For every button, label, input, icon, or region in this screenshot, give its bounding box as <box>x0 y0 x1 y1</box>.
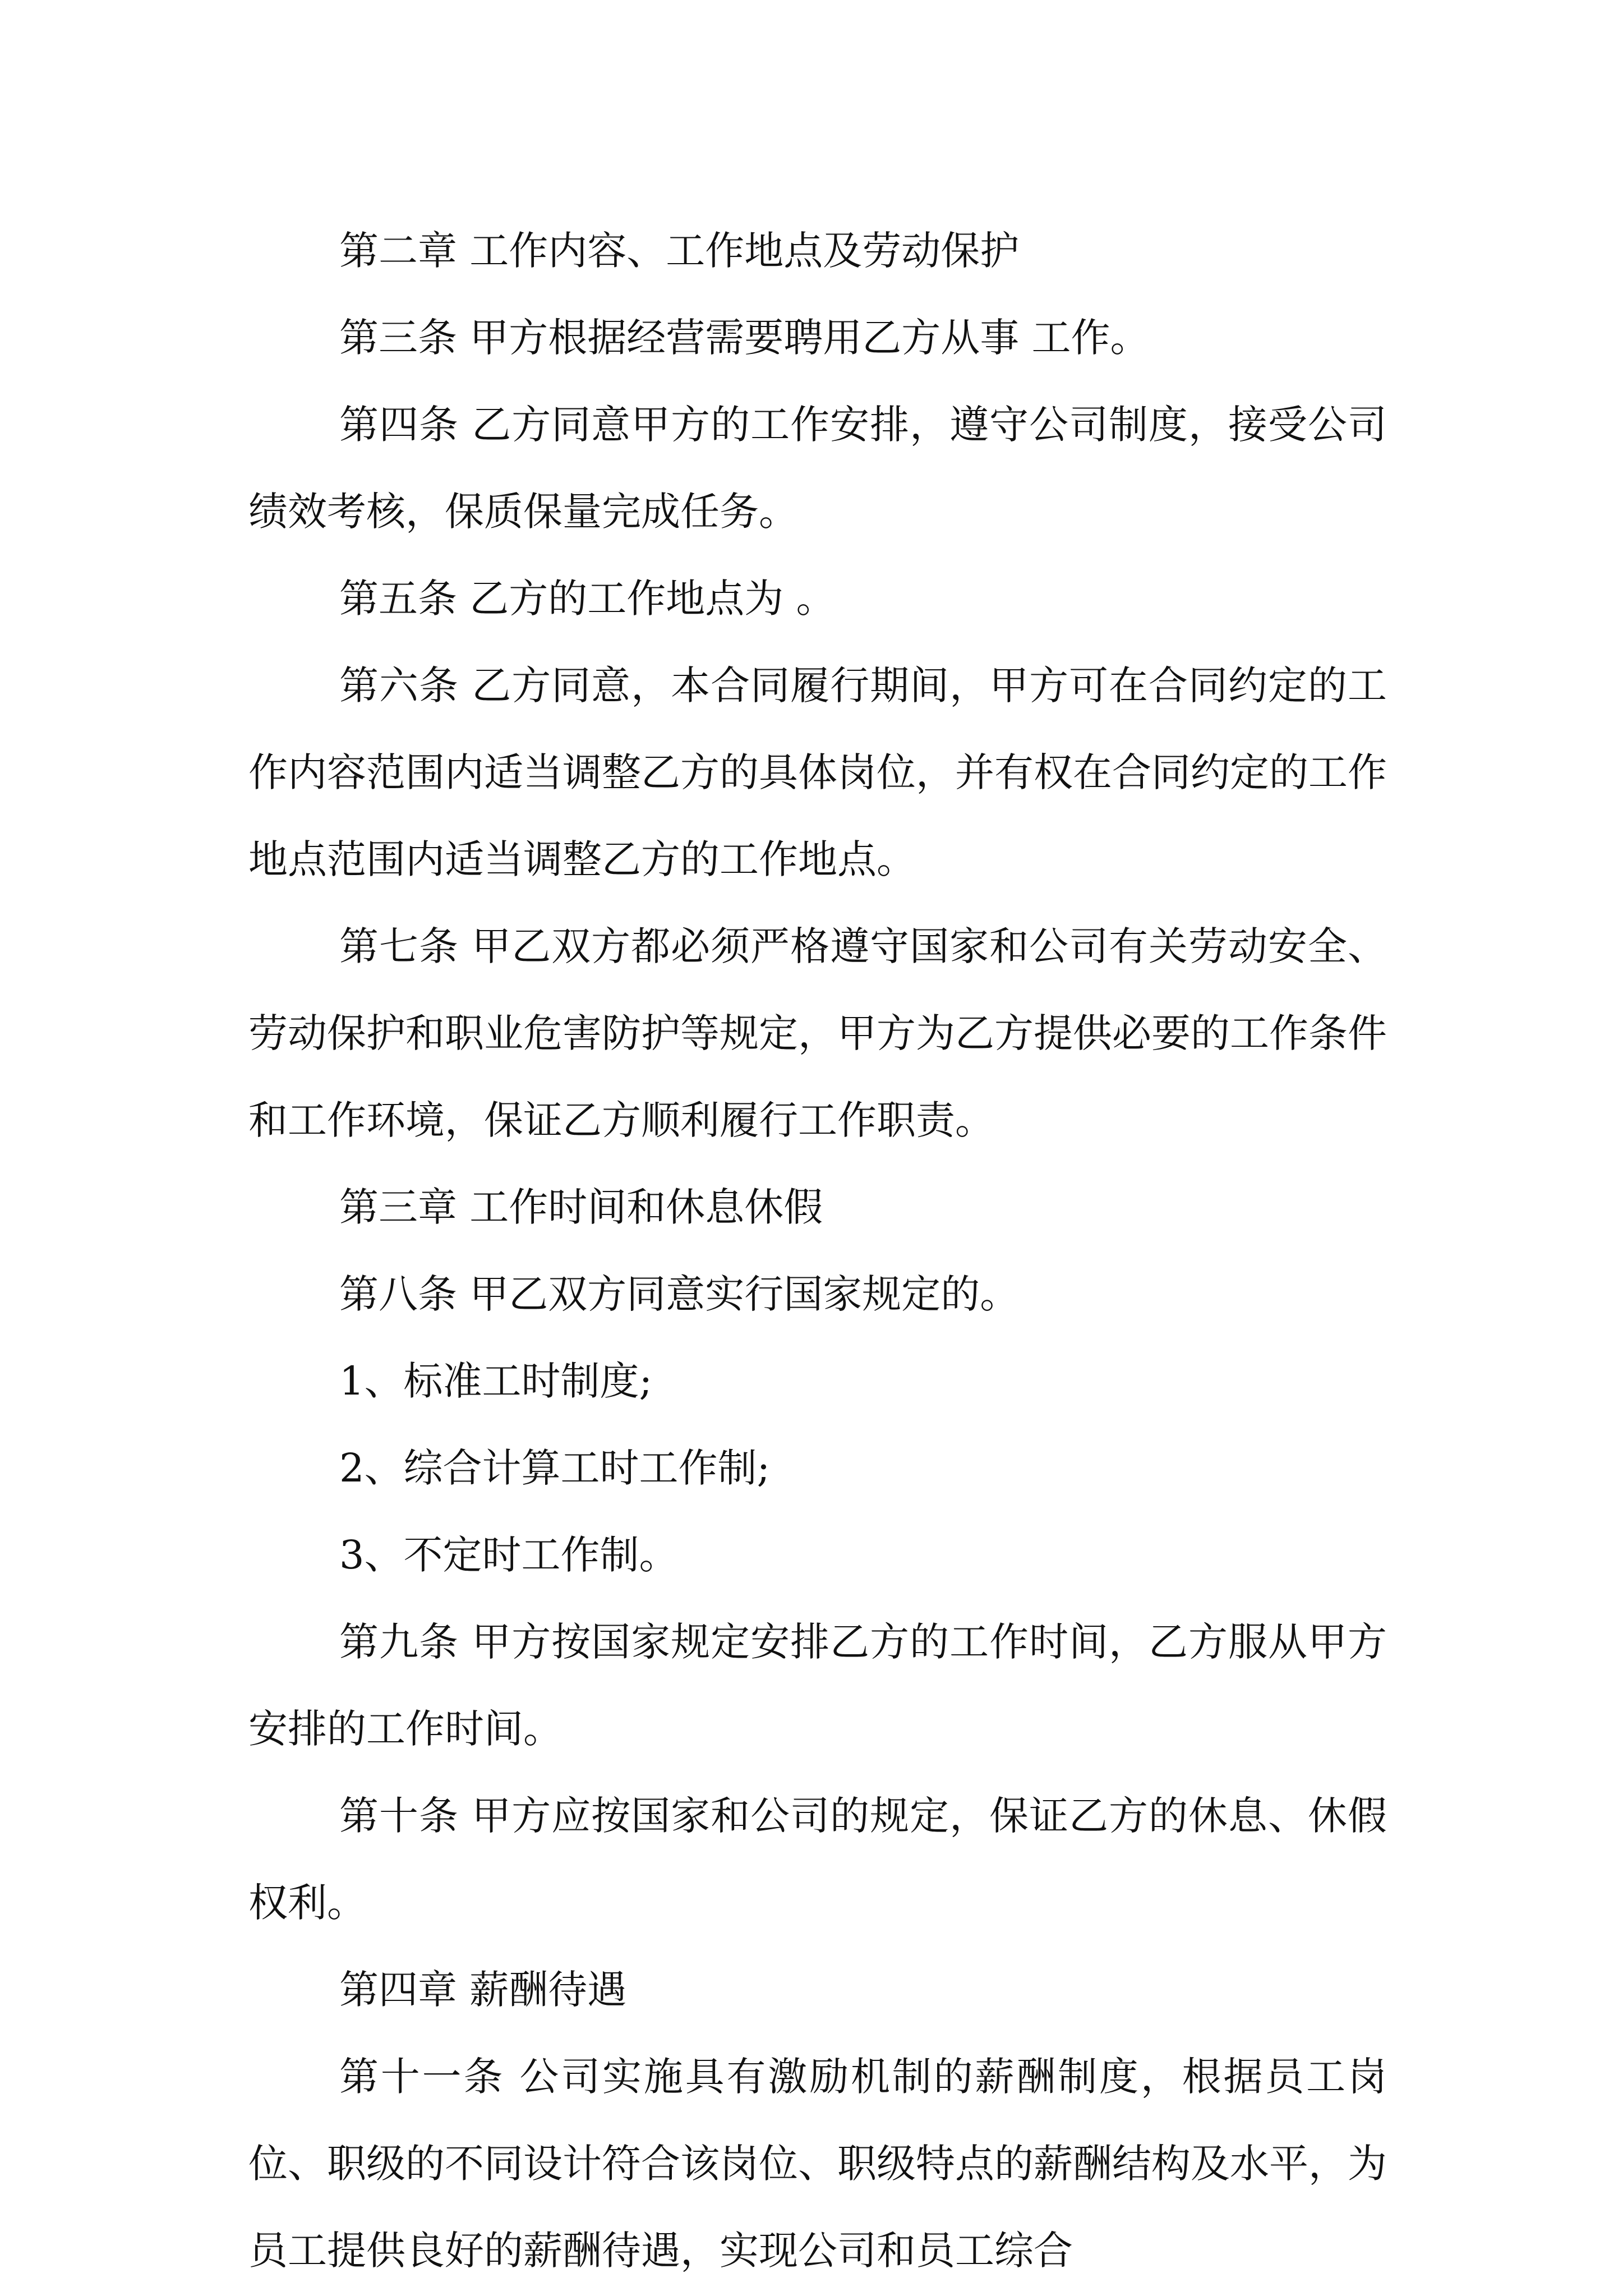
chapter-3-heading: 第三章 工作时间和休息休假 <box>339 1184 823 1230</box>
chapter-4-heading: 第四章 薪酬待遇 <box>339 1967 627 2013</box>
article-7: 第七条 甲乙双方都必须严格遵守国家和公司有关劳动安全、劳动保护和职业危害防护等规定，甲方为乙方提供必要的工作条件和工作环境，保证乙方顺利履行工作职责。 <box>248 923 1387 1143</box>
list-item-1: 1、标准工时制度; <box>339 1358 653 1404</box>
article-11: 第十一条 公司实施具有激励机制的薪酬制度，根据员工岗位、职级的不同设计符合该岗位、职级特点的薪酬结构及水平，为员工提供良好的薪酬待遇，实现公司和员工综合 <box>248 2054 1387 2274</box>
list-item-2: 2、综合计算工时工作制; <box>339 1445 771 1491</box>
chapter-2-heading: 第二章 工作内容、工作地点及劳动保护 <box>339 228 1020 274</box>
article-8: 第八条 甲乙双方同意实行国家规定的。 <box>339 1271 1020 1317</box>
article-5: 第五条 乙方的工作地点为 。 <box>339 576 836 622</box>
article-4: 第四条 乙方同意甲方的工作安排，遵守公司制度，接受公司绩效考核，保质保量完成任务。 <box>248 402 1387 535</box>
list-item-3: 3、不定时工作制。 <box>339 1532 679 1578</box>
document-body <box>248 208 1387 2294</box>
article-6: 第六条 乙方同意，本合同履行期间，甲方可在合同约定的工作内容范围内适当调整乙方的具体岗位，并有权在合同约定的工作地点范围内适当调整乙方的工作地点。 <box>248 662 1387 882</box>
article-9: 第九条 甲方按国家规定安排乙方的工作时间，乙方服从甲方安排的工作时间。 <box>248 1619 1387 1752</box>
article-10: 第十条 甲方应按国家和公司的规定，保证乙方的休息、休假权利。 <box>248 1793 1387 1926</box>
article-3: 第三条 甲方根据经营需要聘用乙方从事 工作。 <box>339 315 1150 361</box>
